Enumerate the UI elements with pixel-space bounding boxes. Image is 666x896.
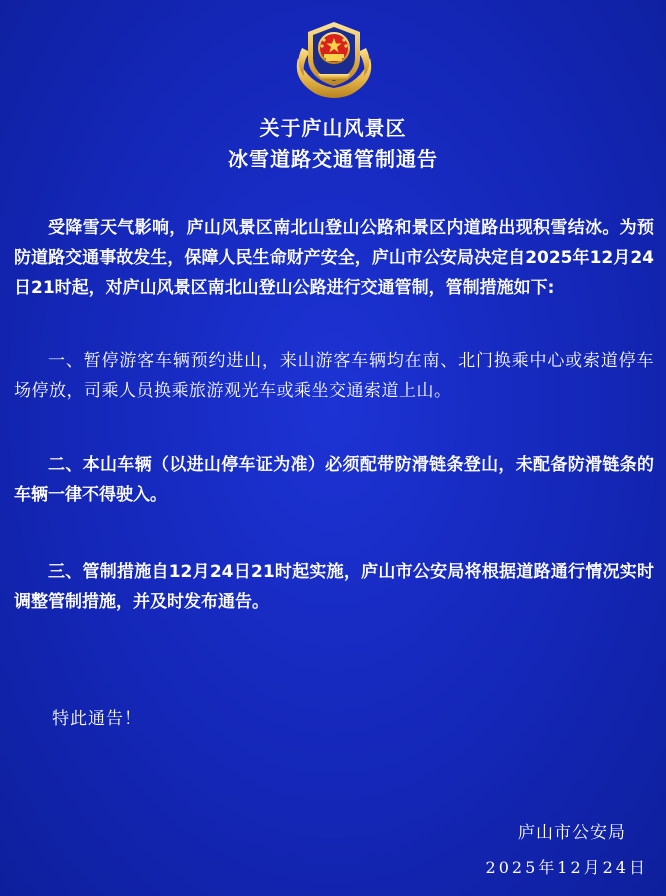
notice-title-line2: 冰雪道路交通管制通告 [228,147,438,171]
measure-2-paragraph: 二、本山车辆（以进山停车证为准）必须配带防滑链条登山，未配备防滑链条的车辆一律不得驶入。 [14,455,654,505]
closing-text: 特此通告！ [52,709,142,729]
measure-1-paragraph: 一、暂停游客车辆预约进山，来山游客车辆均在南、北门换乘中心或索道停车场停放，司乘人员换乘旅游观光车或乘坐交通索道上山。 [14,351,654,401]
measure-3-paragraph: 三、管制措施自12月24日21时起实施，庐山市公安局将根据道路通行情况实时调整管制措施，并及时发布通告。 [14,562,654,612]
issuer-signature: 庐山市公安局 [518,823,626,843]
police-emblem-icon [288,18,380,102]
notice-intro-paragraph: 受降雪天气影响，庐山风景区南北山登山公路和景区内道路出现积雪结冰。为预防道路交通事故发生，保障人民生命财产安全，庐山市公安局决定自2025年12月24日21时起，对庐山风景区南北山登山公路进行交通管制，管制措施如下: [14,218,654,298]
issue-date: 2025年12月24日 [485,858,648,877]
notice-title-line1: 关于庐山风景区 [259,116,407,140]
